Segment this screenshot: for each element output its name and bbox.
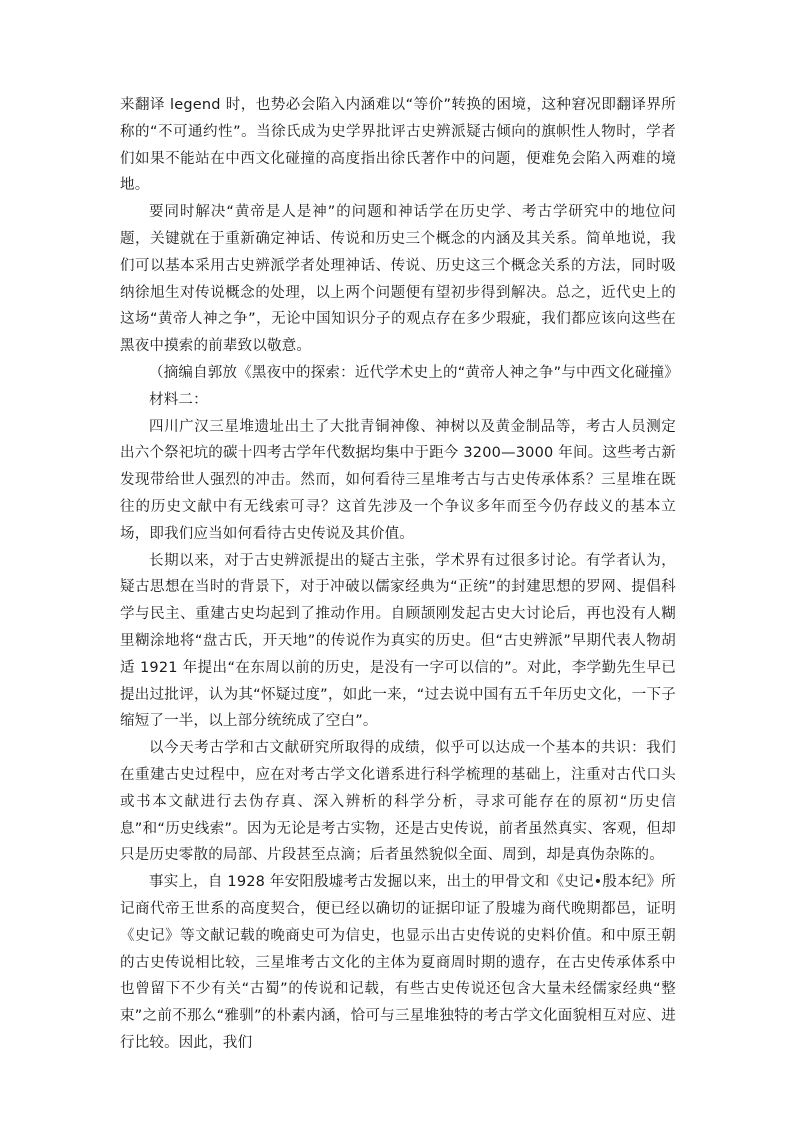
paragraph-yinxu: 事实上，自 1928 年安阳殷墟考古发掘以来，出土的甲骨文和《史记•殷本纪》所记商代帝王世系的高度契合，便已经以确切的证据印证了殷墟为商代晚期都邑，证明《史记》等文献记载的晚商史可为信史，也显示出古史传说的史料价值。和中原王朝的古史传说相比较，三星堆考古文化的主体为夏商周时期的遗存，在古史传承体系中也曾留下不少有关“古蜀”的传说和记载，有些古史传说还包含大量未经儒家经典“整束”之前不那么“雅驯”的朴素内涵，恰可与三星堆独特的考古学文化面貌相互对应、进行比较。因此，我们 (120, 874, 676, 1051)
paragraph-huangdi-problem: 要同时解决“黄帝是人是神”的问题和神话学在历史学、考古学研究中的地位问题，关键就在于重新确定神话、传说和历史三个概念的内涵及其关系。简单地说，我们可以基本采用古史辨派学者处理神话、传说、历史这三个概念关系的方法，同时吸纳徐旭生对传说概念的处理，以上两个问题便有望初步得到解决。总之，近代史上的这场“黄帝人神之争”，无论中国知识分子的观点存在多少瑕疵，我们都应该向这些在黑夜中摸索的前辈致以敬意。 (120, 204, 676, 355)
paragraph-sanxingdui: 四川广汉三星堆遗址出土了大批青铜神像、神树以及黄金制品等，考古人员测定出六个祭祀坑的碳十四考古学年代数据均集中于距今 3200—3000 年间。这些考古新发现带给世人强烈的冲击。然而，如何看待三星堆考古与古史传承体系？三星堆在既往的历史文献中有无线索可寻？这首先涉及一个争议多年而至今仍存歧义的基本立场，即我们应当如何看待古史传说及其价值。 (120, 418, 676, 542)
material-two-heading: 材料二： (149, 391, 208, 408)
paragraph-consensus: 以今天考古学和古文献研究所取得的成绩，似乎可以达成一个基本的共识：我们在重建古史过程中，应在对考古学文化谱系进行科学梳理的基础上，注重对古代口头或书本文献进行去伪存真、深入辨析的科学分析，寻求可能存在的原初“历史信息”和“历史线索”。因为无论是考古实物，还是古史传说，前者虽然真实、客观，但却只是历史零散的局部、片段甚至点滴；后者虽然貌似全面、周到，却是真伪杂陈的。 (120, 740, 676, 864)
paragraph-continuation: 来翻译 legend 时，也势必会陷入内涵难以“等价”转换的困境，这种窘况即翻译界所称的“不可通约性”。当徐氏成为史学界批评古史辨派疑古倾向的旗帜性人物时，学者们如果不能站在中西文化碰撞的高度指出徐氏著作中的问题，便难免会陷入两难的境地。 (120, 97, 676, 194)
body-text (120, 92, 679, 1057)
paragraph-yigu-debate: 长期以来，对于古史辨派提出的疑古主张，学术界有过很多讨论。有学者认为，疑古思想在当时的背景下，对于冲破以儒家经典为“正统”的封建思想的罗网、提倡科学与民主、重建古史均起到了推动作用。自顾颉刚发起古史大讨论后，再也没有人糊里糊涂地将“盘古氏，开天地”的传说作为真实的历史。但“古史辨派”早期代表人物胡适 1921 年提出“在东周以前的历史，是没有一字可以信的”。对此，李学勤先生早已提出过批评，认为其“怀疑过度”，如此一来，“过去说中国有五千年历史文化，一下子缩短了一半，以上部分统统成了空白”。 (120, 552, 676, 730)
source-citation: （摘编自郭放《黑夜中的探索：近代学术史上的“黄帝人神之争”与中西文化碰撞》 (149, 364, 679, 381)
